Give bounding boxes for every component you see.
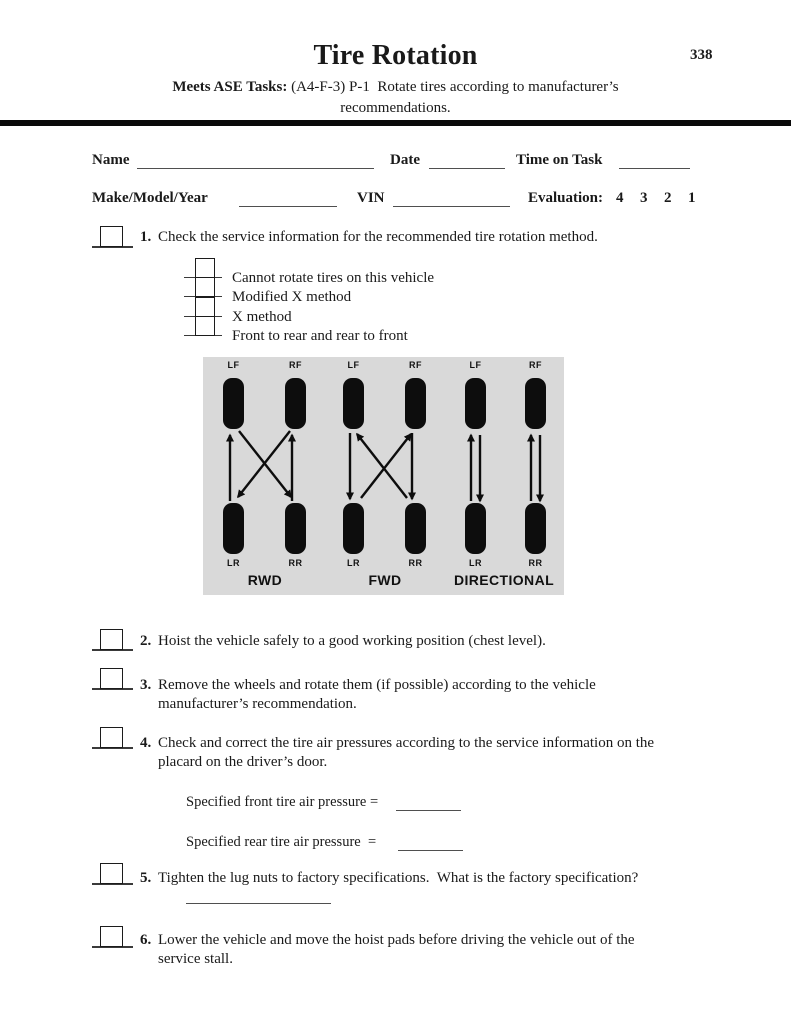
task-2-number: 2. [140, 633, 152, 649]
label-rwd-lr: LR [227, 558, 240, 568]
name-label: Name [92, 152, 130, 168]
caption-directional: DIRECTIONAL [453, 572, 555, 588]
evaluation-score-3[interactable]: 3 [640, 190, 648, 206]
make-model-year-field[interactable] [239, 192, 337, 207]
tire-rotation-diagram [203, 357, 564, 595]
label-rwd-rf: RF [289, 360, 302, 370]
evaluation-score-1[interactable]: 1 [688, 190, 696, 206]
task-5-text: Tighten the lug nuts to factory specifications. What is the factory specification? [158, 870, 639, 886]
time-on-task-field[interactable] [619, 154, 690, 169]
task-6-checkbox[interactable] [92, 925, 133, 948]
evaluation-score-4[interactable]: 4 [616, 190, 624, 206]
checkbox-icon [100, 668, 123, 689]
caption-rwd: RWD [247, 572, 283, 588]
rear-pressure-label: Specified rear tire air pressure = [186, 834, 377, 850]
task-3-text-line2: manufacturer’s recommendation. [158, 696, 357, 712]
label-fwd-lr: LR [347, 558, 360, 568]
task-6-text-line2: service stall. [158, 951, 233, 967]
rear-pressure-field[interactable] [398, 836, 463, 851]
page-number: 338 [690, 47, 713, 63]
task-5-number: 5. [140, 870, 152, 886]
option-2-label: Modified X method [232, 289, 352, 305]
subtitle-line1 [0, 79, 791, 96]
vin-field[interactable] [393, 192, 510, 207]
make-model-year-label: Make/Model/Year [92, 190, 208, 206]
vin-label: VIN [357, 190, 385, 206]
task-4-text-line1: Check and correct the tire air pressures according to the service information on the [158, 735, 655, 751]
task-4-checkbox[interactable] [92, 726, 133, 749]
ase-tasks-label: Meets ASE Tasks: [172, 79, 288, 95]
label-dir-rf: RF [529, 360, 542, 370]
task-2-checkbox[interactable] [92, 628, 133, 651]
option-4-label: Front to rear and rear to front [232, 328, 408, 344]
evaluation-score-2[interactable]: 2 [664, 190, 672, 206]
option-2-checkbox[interactable] [184, 276, 222, 297]
evaluation-label: Evaluation: [528, 190, 604, 206]
label-dir-rr: RR [528, 558, 543, 568]
task-6-number: 6. [140, 932, 152, 948]
ase-tasks-text: (A4-F-3) P-1 Rotate tires according to manufacturer’s [287, 79, 619, 95]
front-pressure-field[interactable] [396, 796, 461, 811]
task-2-text: Hoist the vehicle safely to a good working position (chest level). [158, 633, 546, 649]
page-title: Tire Rotation [313, 40, 478, 71]
time-on-task-label: Time on Task [516, 152, 603, 168]
checkbox-icon [195, 277, 215, 297]
task-1-number: 1. [140, 229, 152, 245]
checkbox-icon [195, 258, 215, 278]
label-dir-lr: LR [469, 558, 482, 568]
front-pressure-label: Specified front tire air pressure = [186, 794, 379, 810]
task-1-text: Check the service information for the recommended tire rotation method. [158, 229, 598, 245]
task-5-answer-field[interactable] [186, 889, 331, 904]
date-field[interactable] [429, 154, 505, 169]
label-dir-lf: LF [469, 360, 482, 370]
label-rwd-lf: LF [227, 360, 240, 370]
task-6-text-line1: Lower the vehicle and move the hoist pads before driving the vehicle out of the [158, 932, 635, 948]
option-4-checkbox[interactable] [184, 315, 222, 336]
date-label: Date [390, 152, 420, 168]
checkbox-icon [195, 297, 215, 317]
task-4-text-line2: placard on the driver’s door. [158, 754, 328, 770]
option-3-label: X method [232, 309, 292, 325]
checkbox-icon [100, 863, 123, 884]
label-fwd-lf: LF [347, 360, 360, 370]
rotation-arrows-icon [203, 357, 564, 595]
task-4-number: 4. [140, 735, 152, 751]
task-1-checkbox[interactable] [92, 225, 133, 248]
label-fwd-rr: RR [408, 558, 423, 568]
checkbox-icon [195, 316, 215, 336]
task-5-checkbox[interactable] [92, 862, 133, 885]
checkbox-icon [100, 226, 123, 247]
checkbox-icon [100, 926, 123, 947]
task-3-text-line1: Remove the wheels and rotate them (if possible) according to the vehicle [158, 677, 596, 693]
task-3-checkbox[interactable] [92, 667, 133, 690]
label-fwd-rf: RF [409, 360, 422, 370]
task-3-number: 3. [140, 677, 152, 693]
caption-fwd: FWD [368, 572, 402, 588]
header-divider [0, 120, 791, 126]
option-3-checkbox[interactable] [184, 296, 222, 317]
name-field[interactable] [137, 154, 374, 169]
checkbox-icon [100, 727, 123, 748]
label-rwd-rr: RR [288, 558, 303, 568]
subtitle-line2: recommendations. [340, 100, 451, 116]
option-1-checkbox[interactable] [184, 257, 222, 278]
option-1-label: Cannot rotate tires on this vehicle [232, 270, 435, 286]
checkbox-icon [100, 629, 123, 650]
